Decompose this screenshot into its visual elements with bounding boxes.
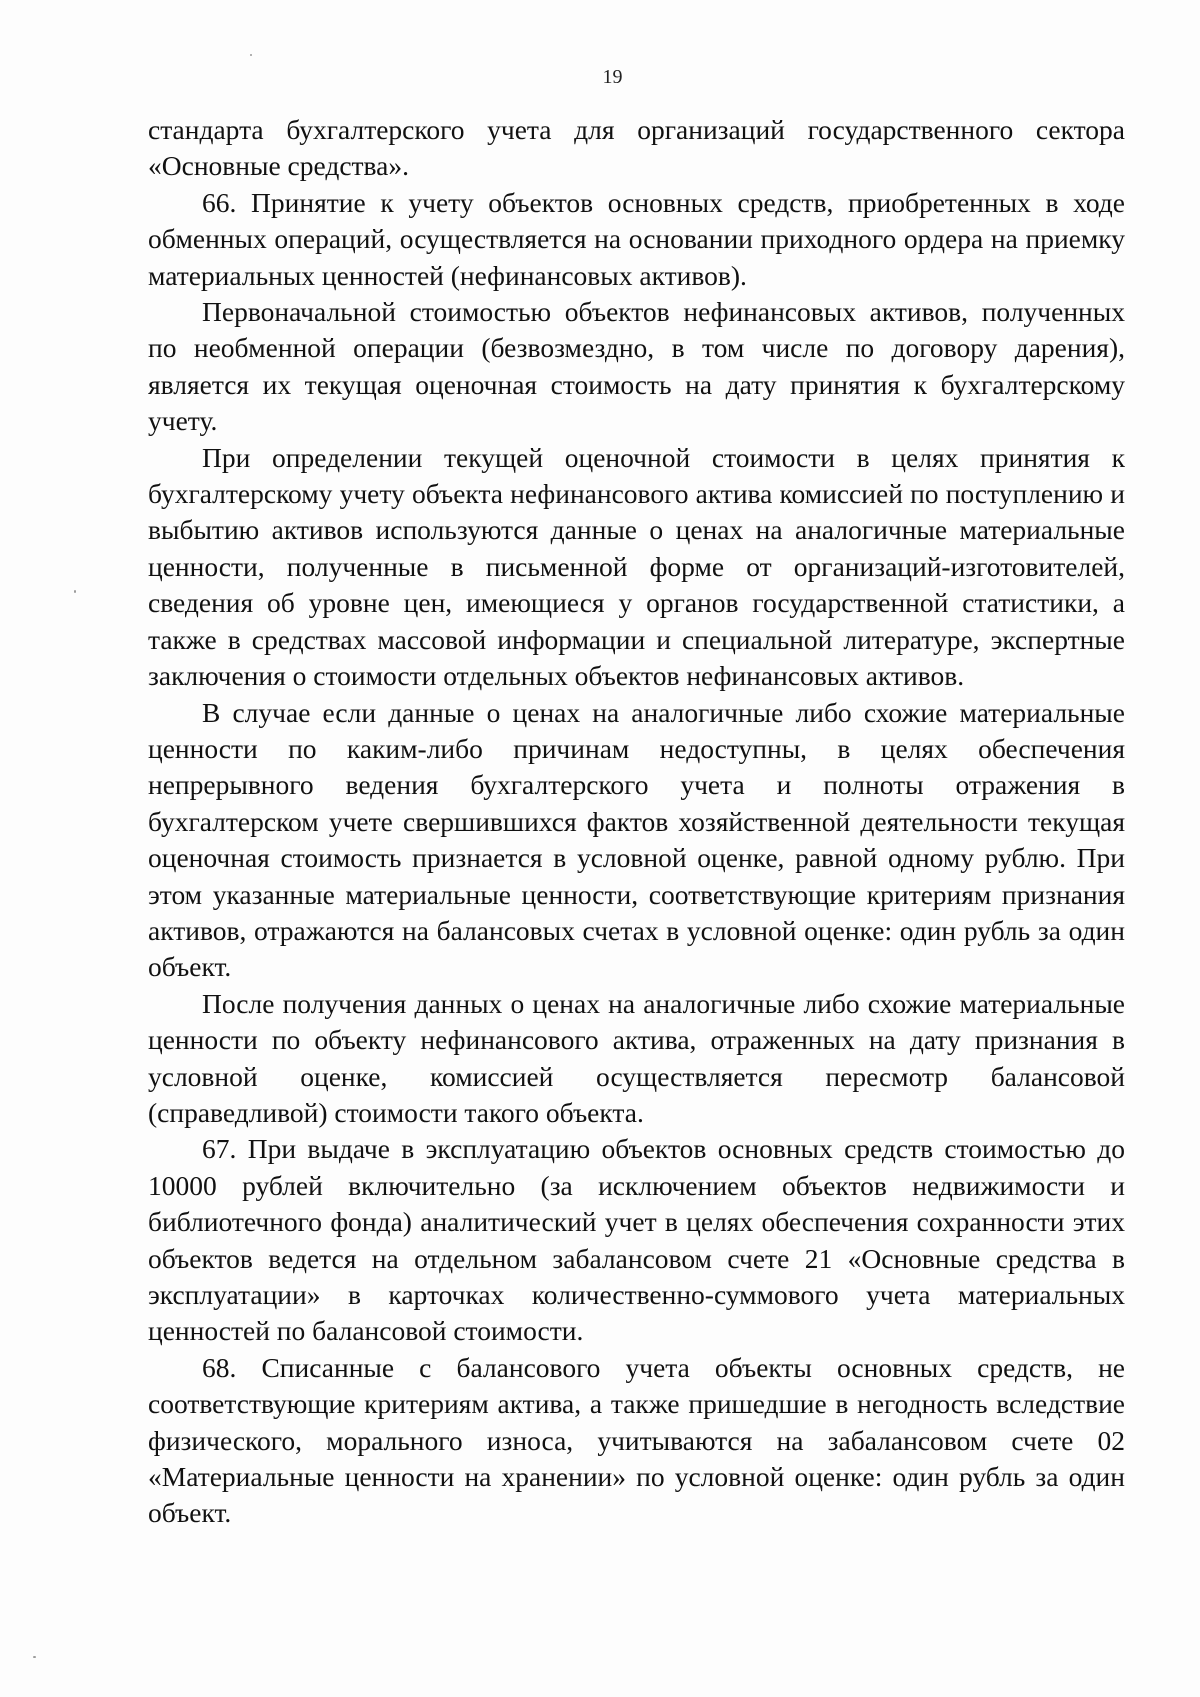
scan-speck (33, 1656, 36, 1658)
paragraph-conditional-value: В случае если данные о ценах на аналогичные либо схожие материальные ценности по каким-либо причинам недоступны, в целях обеспечения непрерывного ведения бухгалтерского учета и полноты отражения в бухгалтерском учете свершившихся фактов хозяйственной деятельности текущая оценочная стоимость признается в условной оценке, равной одному рублю. При этом указанные материальные ценности, соответствующие критериям признания активов, отражаются на балансовых счетах в условной оценке: один рубль за один объект. (148, 696, 1125, 983)
document-body (148, 112, 1125, 1532)
paragraph-revaluation: После получения данных о ценах на аналогичные либо схожие материальные ценности по объекту нефинансового актива, отраженных на дату признания в условной оценке, комиссией осуществляется пересмотр балансовой (справедливой) стоимости такого объекта. (148, 987, 1125, 1128)
scan-speck (74, 590, 76, 593)
scan-speck (250, 54, 252, 56)
paragraph-67: 67. При выдаче в эксплуатацию объектов основных средств стоимостью до 10000 рублей включительно (за исключением объектов недвижимости и библиотечного фонда) аналитический учет в целях обеспечения сохранности этих объектов ведется на отдельном забалансовом счете 21 «Основные средства в эксплуатации» в карточках количественно-суммового учета материальных ценностей по балансовой стоимости. (148, 1133, 1125, 1347)
paragraph-continuation: стандарта бухгалтерского учета для организаций государственного сектора «Основные средства». (148, 114, 1125, 182)
paragraph-66: 66. Принятие к учету объектов основных средств, приобретенных в ходе обменных операций, осуществляется на основании приходного ордера на приемку материальных ценностей (нефинансовых активов). (148, 186, 1125, 291)
paragraph-68: 68. Списанные с балансового учета объекты основных средств, не соответствующие критериям актива, а также пришедшие в негодность вследствие физического, морального износа, учитываются на забалансовом счете 02 «Материальные ценности на хранении» по условной оценке: один рубль за один объект. (148, 1351, 1125, 1529)
paragraph-initial-cost: Первоначальной стоимостью объектов нефинансовых активов, полученных по необменной операции (безвозмездно, в том числе по договору дарения), является их текущая оценочная стоимость на дату принятия к бухгалтерскому учету. (148, 296, 1125, 437)
paragraph-current-value: При определении текущей оценочной стоимости в целях принятия к бухгалтерскому учету объекта нефинансового актива комиссией по поступлению и выбытию активов используются данные о ценах на аналогичные материальные ценности, полученные в письменной форме от организаций-изготовителей, сведения об уровне цен, имеющиеся у органов государственной статистики, а также в средствах массовой информации и специальной литературе, экспертные заключения о стоимости отдельных объектов нефинансовых активов. (148, 441, 1125, 692)
page-number: 19 (602, 66, 623, 88)
